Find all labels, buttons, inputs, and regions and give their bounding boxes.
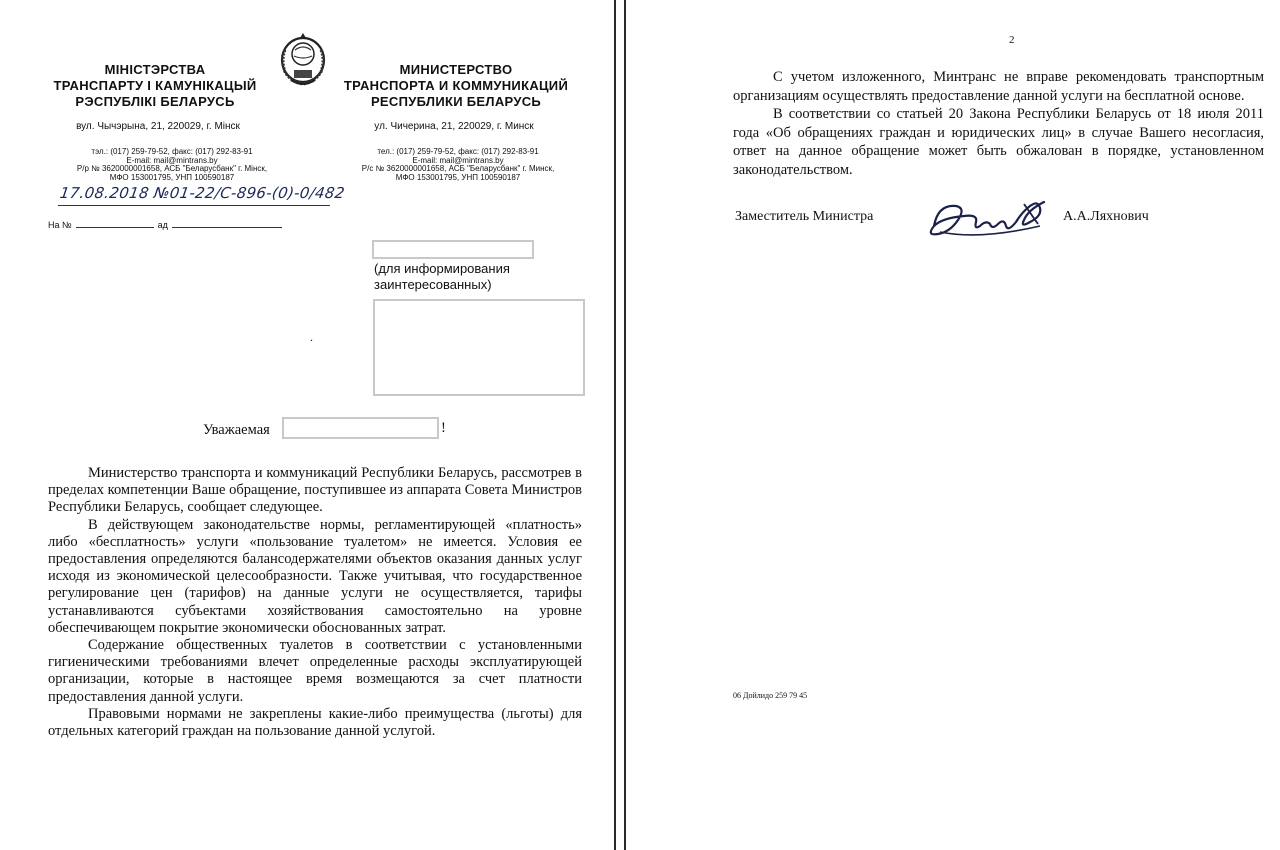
recipient-note: (для информирования заинтересованных) [374,261,510,292]
contacts-russian [338,148,578,182]
page-divider [614,0,626,850]
header-ru-line: РЕСПУБЛИКИ БЕЛАРУСЬ [370,94,542,109]
contact-line: Р/р № 3620000001658, АСБ "Беларусбанк" г. Мінск, [76,164,268,173]
reply-number-blank [76,227,154,228]
header-by-line: МІНІСТЭРСТВА [104,62,206,77]
letter-body-page1 [48,465,582,740]
salutation-exclamation: ! [441,420,446,436]
header-ru-line: МИНИСТЕРСТВО [399,62,513,77]
signatory-title: Заместитель Министра [735,209,874,224]
contact-line: E-mail: mail@mintrans.by [412,155,504,165]
contact-line: МФО 153001795, УНП 100590187 [395,172,521,182]
contacts-belarusian [52,148,292,182]
paragraph: С учетом изложенного, Минтранс не вправе рекомендовать транспортным организациям осуществлять предоставление данной услуги на бесплатной основе. [733,69,1264,104]
reply-date-blank [172,227,282,228]
address-russian: ул. Чичерина, 21, 220029, г. Минск [374,121,534,132]
signatory-name: А.А.Ляхнович [1063,209,1149,224]
contact-line: тэл.: (017) 259-79-52, факс: (017) 292-83-91 [91,147,253,156]
reply-mid: ад [157,220,168,230]
header-by-line: ТРАНСПАРТУ І КАМУНІКАЦЫЙ [53,78,257,93]
redacted-recipient-address [373,299,585,396]
paragraph: В соответствии со статьей 20 Закона Республики Беларусь от 18 июля 2011 года «Об обращениях граждан и юридических лиц» в случае Вашего несогласия, ответ на данное обращение может быть обжалован в порядке, установленном законодательством. [733,106,1264,178]
redacted-recipient-name [372,240,534,259]
contact-line: тел.: (017) 259-79-52, факс: (017) 292-83-91 [377,147,539,156]
redacted-addressee-name [282,417,439,439]
paragraph: Правовыми нормами не закреплены какие-либо преимущества (льготы) для отдельных категорий граждан на пользование данной услугой. [48,705,582,740]
stray-dot: . [310,330,313,344]
salutation: Уважаемая [203,422,270,438]
executor-contact: 06 Дойлидо 259 79 45 [733,691,808,700]
header-russian [336,62,576,110]
document-page-1 [0,0,614,850]
address-belarusian: вул. Чычэрына, 21, 220029, г. Мінск [76,121,240,132]
reply-prefix: На № [48,220,72,230]
handwritten-signature [928,196,1058,248]
contact-line: МФО 153001795, УНП 100590187 [109,172,235,182]
paragraph: В действующем законодательстве нормы, регламентирующей «платность» либо «бесплатность» услуги «пользование туалетом» не имеется. Условия ее предоставления определяются балансодержателями объектов оказания данных услуг исходя из экономической целесообразности. Также учитывая, что государственное регулирование цен (тарифов) на данные услуги не осуществляется, тарифы устанавливаются субъектами хозяйствования самостоятельно на уровне обеспечивающем покрытие экономически обоснованных затрат. [48,516,582,636]
letter-body-page2 [733,68,1264,180]
header-ru-line: ТРАНСПОРТА И КОММУНИКАЦИЙ [343,78,569,93]
state-emblem-icon [277,30,329,90]
contact-line: Р/с № 3620000001658, АСБ "Беларусбанк" г. Минск, [361,164,555,173]
registration-number: 17.08.2018 №01-22/С-896-(0)-0/482 [58,184,346,202]
header-by-line: РЭСПУБЛІКІ БЕЛАРУСЬ [75,94,235,109]
registration-underline [58,205,330,206]
contact-line: E-mail: mail@mintrans.by [126,155,218,165]
paragraph: Содержание общественных туалетов в соответствии с установленными гигиеническими требованиями влечет определенные расходы эксплуатирующей организации, которые в настоящее время возмещаются за счет платности предоставления данной услуги. [48,637,582,705]
header-belarusian [40,62,270,110]
page-number: 2 [1009,34,1015,46]
paragraph: Министерство транспорта и коммуникаций Республики Беларусь, рассмотрев в пределах компетенции Ваше обращение, поступившее из аппарата Совета Министров Республики Беларусь, сообщает следующее. [48,465,582,516]
reply-reference [48,220,282,230]
